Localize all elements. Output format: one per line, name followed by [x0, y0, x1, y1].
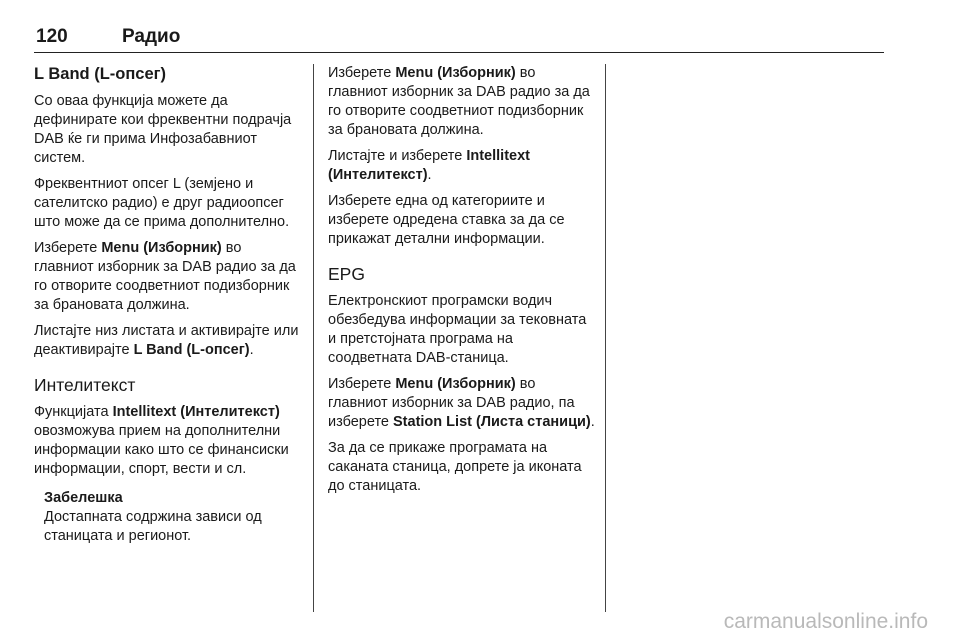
note-title: Забелешка: [44, 490, 123, 506]
column-divider: [313, 64, 314, 612]
paragraph: Листајте низ листата и активирајте или деактивирајте L Band (L-опсег).: [34, 323, 299, 358]
paragraph: Изберете Menu (Изборник) во главниот изборник за DAB радио, па изберете Station List (Листа станици).: [328, 376, 595, 430]
note-text: Достапната содржина зависи од станицата и регионот.: [44, 509, 262, 544]
note-box: [44, 489, 300, 546]
intellitext-term: Intellitext (Интелитекст): [112, 404, 280, 420]
intellitext-term: Intellitext (Интелитекст): [328, 148, 530, 183]
paragraph: За да се прикаже програмата на саканата станица, допрете ја иконата до станицата.: [328, 440, 582, 494]
paragraph: Електронскиот програмски водич обезбедува информации за тековната и претстојната програма на соодветната DAB-станица.: [328, 293, 587, 366]
column-divider: [605, 64, 606, 612]
page-header: [34, 20, 884, 53]
paragraph: Фреквентниот опсег L (земјено и сателитско радио) е друг радиоопсег што може да се прима дополнително.: [34, 176, 290, 230]
heading-epg: EPG: [328, 264, 365, 284]
page-number: 120: [36, 26, 68, 47]
station-list-term: Station List (Листа станици): [393, 414, 591, 430]
paragraph: Со оваа функција можете да дефинирате кои фреквентни подрачја DAB ќе ги прима Инфозабавниот систем.: [34, 93, 292, 166]
chapter-title: Радио: [122, 26, 181, 47]
menu-term: Menu (Изборник): [101, 240, 222, 256]
heading-intellitext: Интелитекст: [34, 375, 136, 395]
column-middle: [328, 64, 596, 503]
menu-term: Menu (Изборник): [395, 376, 516, 392]
watermark: carmanualsonline.info: [723, 610, 928, 633]
l-band-term: L Band (L-опсег): [133, 342, 250, 358]
paragraph: Изберете Menu (Изборник) во главниот изборник за DAB радио за да го отворите соодветниот подизборник за брановата должина.: [328, 65, 590, 138]
heading-l-band: L Band (L-опсег): [34, 65, 167, 83]
paragraph: Изберете Menu (Изборник) во главниот изборник за DAB радио за да го отворите соодветниот подизборник за брановата должина.: [34, 240, 296, 313]
paragraph: Листајте и изберете Intellitext (Интелитекст).: [328, 148, 530, 183]
column-left: [34, 64, 300, 546]
menu-term: Menu (Изборник): [395, 65, 516, 81]
paragraph: Функцијата Intellitext (Интелитекст) овозможува прием на дополнителни информации како што се финансиски информации, спорт, вести и сл.: [34, 404, 289, 477]
paragraph: Изберете една од категориите и изберете одредена ставка за да се прикажат детални информации.: [328, 193, 565, 247]
